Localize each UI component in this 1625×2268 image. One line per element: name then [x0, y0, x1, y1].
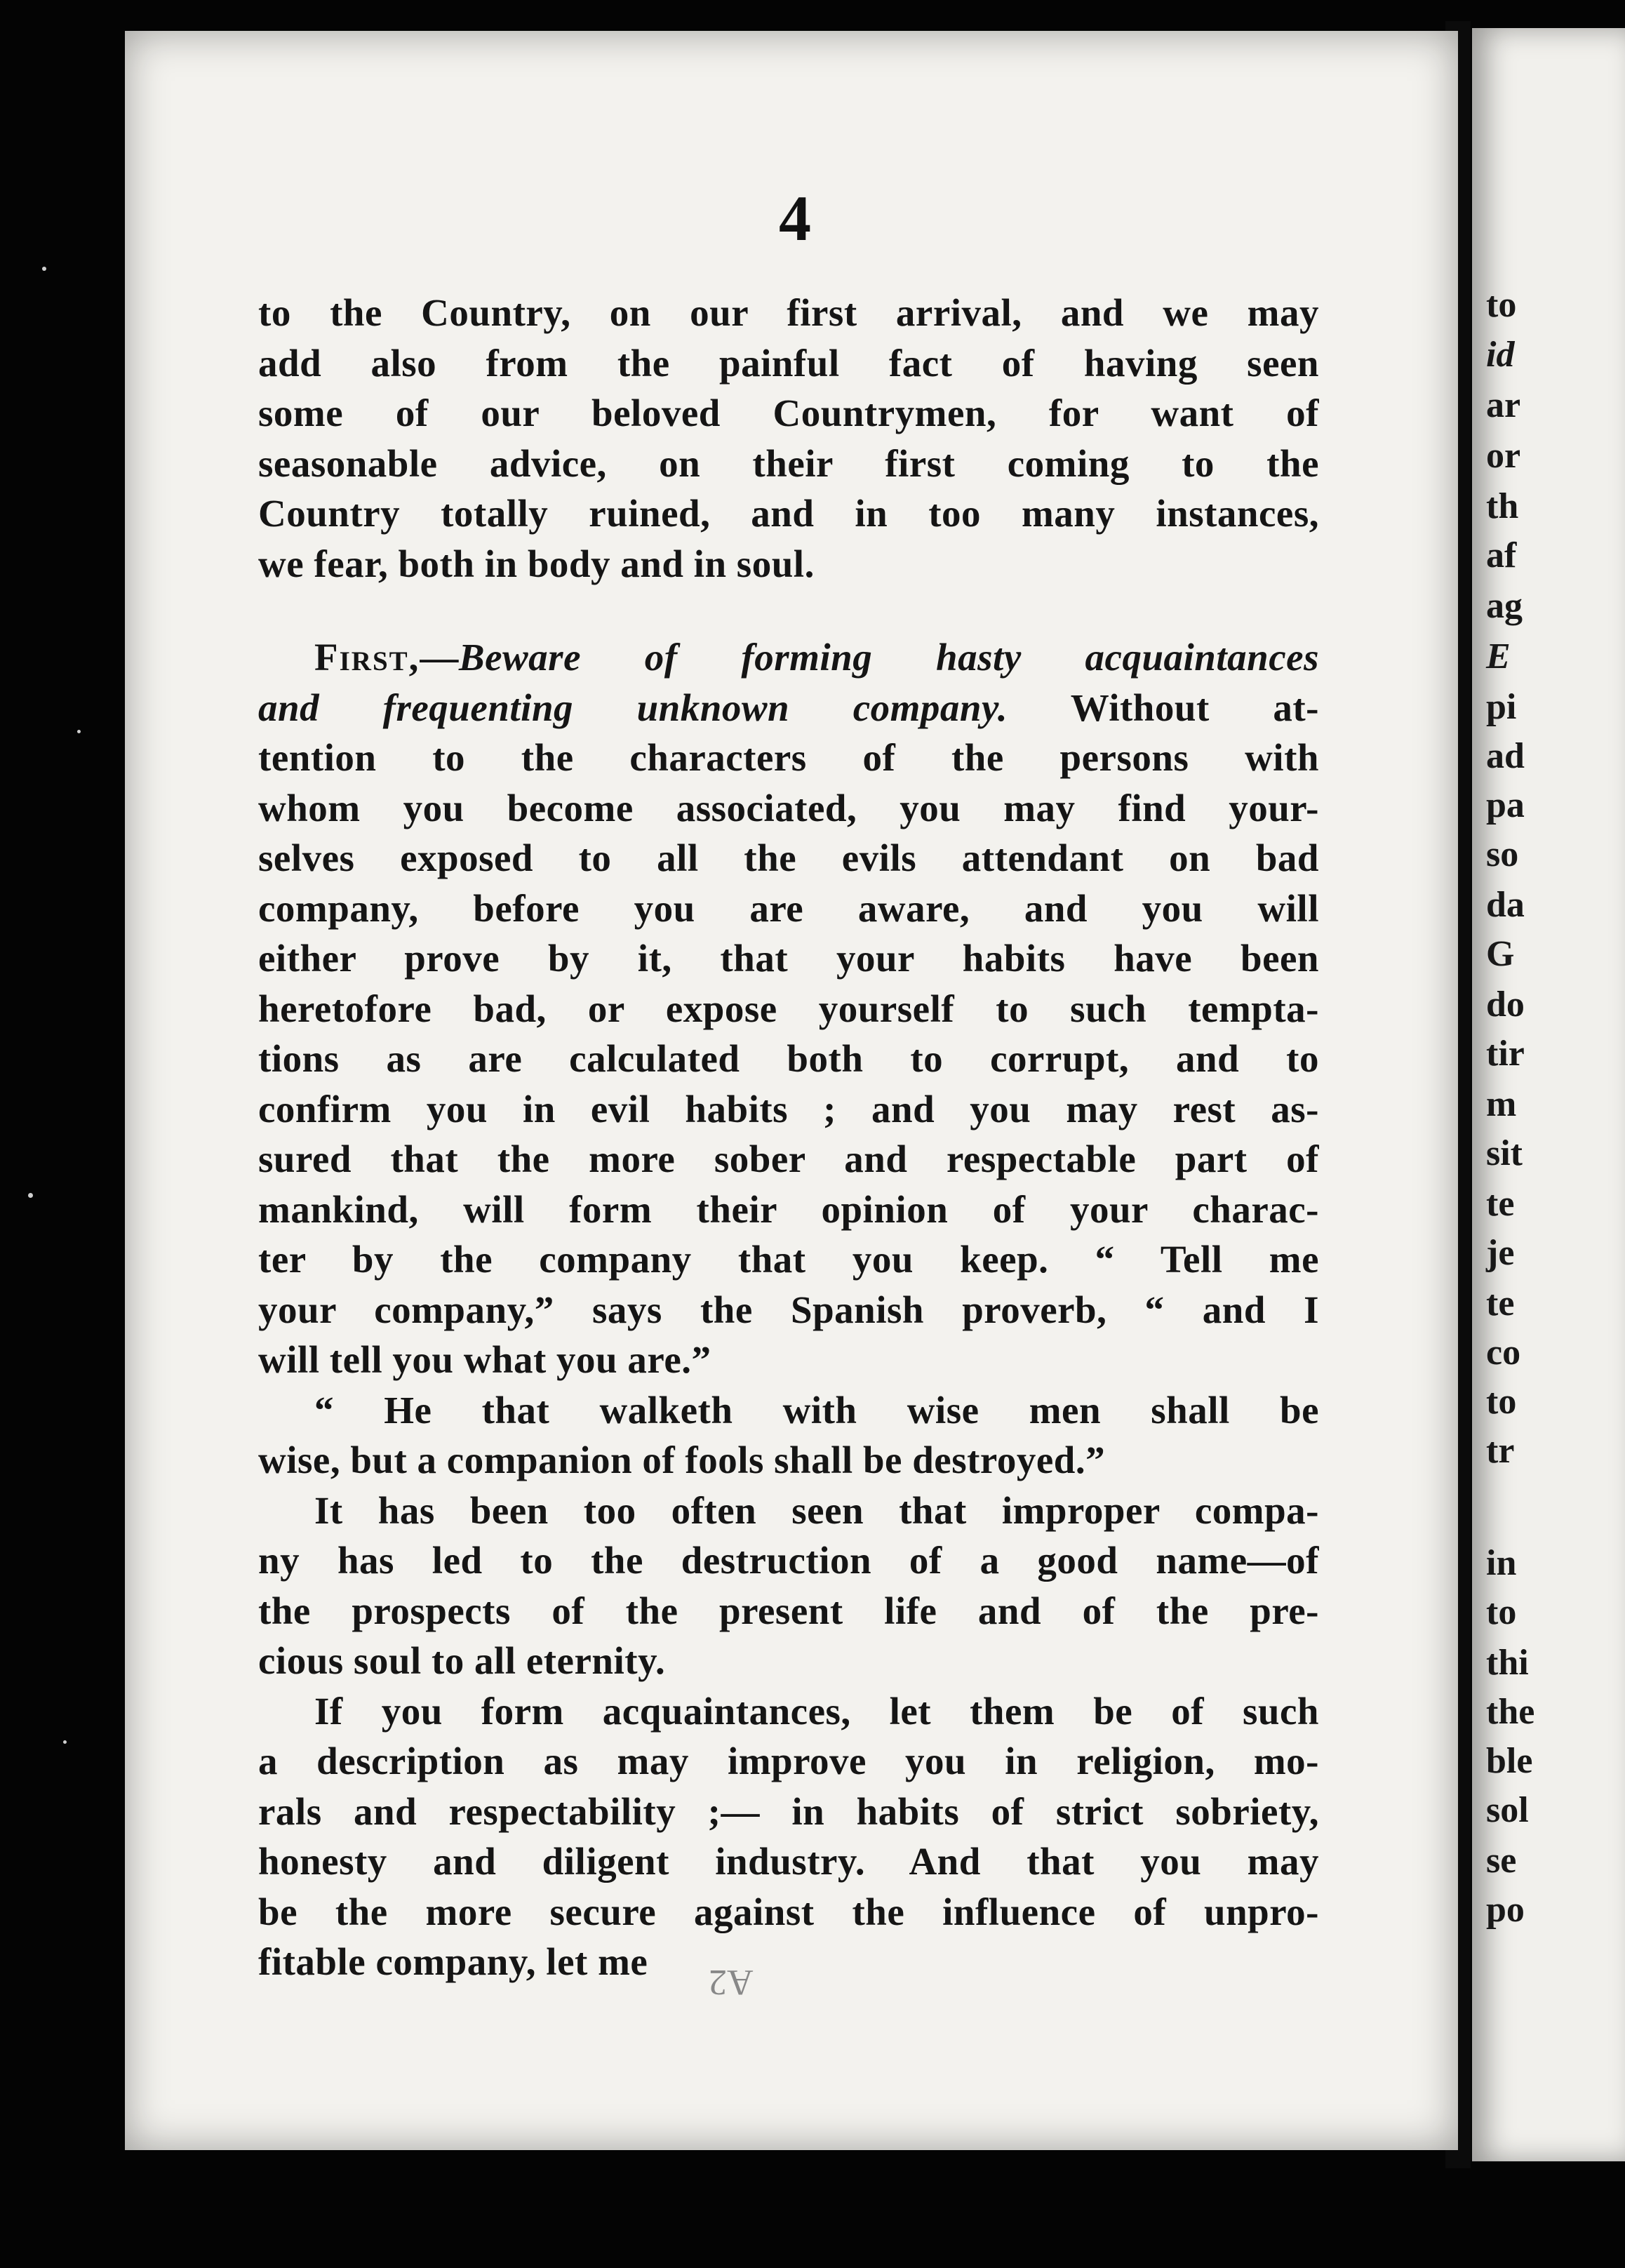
- text-line: [258, 632, 1319, 683]
- em-dash: —: [420, 636, 459, 679]
- text-line: cious soul to all eternity.: [258, 1639, 666, 1682]
- facing-page-fragment: sit: [1486, 1133, 1523, 1173]
- text-line: heretofore bad, or expose yourself to such tempta-: [258, 987, 1319, 1030]
- paragraph-2: [258, 632, 1319, 1385]
- text-run: Without at-: [1070, 686, 1319, 729]
- text-line: honesty and diligent industry. And that you may: [258, 1840, 1319, 1883]
- text-line: ny has led to the destruction of a good name—of: [258, 1539, 1319, 1582]
- facing-page-fragment: ar: [1486, 385, 1521, 425]
- text-line: tions as are calculated both to corrupt, and to: [258, 1037, 1319, 1080]
- facing-page-fragment: pa: [1486, 785, 1525, 825]
- facing-page-fragment: E: [1486, 636, 1511, 676]
- paragraph-4: [258, 1486, 1319, 1686]
- text-line: mankind, will form their opinion of your charac-: [258, 1187, 1319, 1231]
- text-line: Country totally ruined, and in too many instances,: [258, 492, 1319, 535]
- text-line: [258, 683, 1319, 733]
- text-line: seasonable advice, on their first coming to the: [258, 441, 1319, 485]
- text-line: to the Country, on our first arrival, and we may: [258, 291, 1319, 334]
- page-number: 4: [779, 182, 811, 254]
- facing-page-fragment: te: [1486, 1283, 1515, 1323]
- facing-page-fragment: ad: [1486, 736, 1525, 776]
- facing-page-fragment: G: [1486, 934, 1515, 974]
- scan-speck: [77, 730, 81, 733]
- facing-page-fragment: se: [1486, 1841, 1517, 1881]
- text-line: will tell you what you are.”: [258, 1338, 711, 1381]
- facing-page-fragment: po: [1486, 1890, 1525, 1930]
- facing-page-fragment: or: [1486, 436, 1521, 476]
- text-line: your company,” says the Spanish proverb, “ and I: [258, 1288, 1319, 1331]
- italic-phrase: Beware of forming hasty acquaintances: [458, 636, 1319, 679]
- facing-page-fragment: co: [1486, 1333, 1521, 1373]
- facing-page-fragment: af: [1486, 535, 1517, 575]
- text-line: whom you become associated, you may find your-: [258, 786, 1319, 829]
- text-line: the prospects of the present life and of the pre-: [258, 1589, 1319, 1632]
- facing-page-fragment: in: [1486, 1543, 1517, 1583]
- paragraph-5: [258, 1686, 1319, 1987]
- facing-page-fragment: te: [1486, 1184, 1515, 1224]
- paragraph-1: [258, 288, 1319, 589]
- facing-page-fragment: th: [1486, 486, 1519, 526]
- scan-speck: [42, 267, 46, 271]
- text-line: add also from the painful fact of having seen: [258, 341, 1319, 385]
- scan-speck: [28, 1193, 33, 1198]
- text-line: ter by the company that you keep. “ Tell me: [258, 1238, 1319, 1281]
- facing-page-fragment: thi: [1486, 1643, 1529, 1683]
- facing-page-fragment: sol: [1486, 1790, 1529, 1830]
- facing-page-fragment: to: [1486, 1592, 1517, 1632]
- facing-page-fragment: pi: [1486, 687, 1517, 727]
- text-line: sured that the more sober and respectable part of: [258, 1138, 1319, 1180]
- body-text: [258, 288, 1319, 1987]
- text-line: some of our beloved Countrymen, for want of: [258, 392, 1319, 434]
- text-line: we fear, both in body and in soul.: [258, 542, 815, 585]
- text-line: If you form acquaintances, let them be of such: [314, 1689, 1319, 1733]
- italic-phrase: and frequenting unknown company.: [258, 686, 1008, 729]
- paragraph-3: [258, 1385, 1319, 1486]
- text-line: It has been too often seen that improper compa-: [314, 1488, 1319, 1532]
- facing-page-fragment: ag: [1486, 586, 1523, 626]
- facing-page-fragment: do: [1486, 985, 1525, 1025]
- facing-page-fragment: je: [1486, 1233, 1515, 1273]
- text-line: a description as may improve you in religion, mo-: [258, 1740, 1319, 1782]
- text-line: rals and respectability ;— in habits of strict sobriety,: [258, 1789, 1319, 1833]
- facing-page-fragment: so: [1486, 834, 1519, 874]
- text-line: “ He that walketh with wise men shall be: [314, 1388, 1319, 1432]
- signature-mark: A2: [709, 1962, 754, 2002]
- text-line: selves exposed to all the evils attendant on bad: [258, 836, 1319, 879]
- text-line: company, before you are aware, and you will: [258, 886, 1319, 930]
- lead-word: First,: [314, 636, 420, 679]
- facing-page-fragment: ble: [1486, 1741, 1533, 1781]
- text-line: confirm you in evil habits ; and you may rest as-: [258, 1087, 1319, 1130]
- facing-page-fragment: tr: [1486, 1431, 1515, 1471]
- facing-page-fragment: tir: [1486, 1034, 1525, 1074]
- scan-speck: [63, 1740, 67, 1744]
- text-line: fitable company, let me: [258, 1940, 648, 1983]
- facing-page-fragment: m: [1486, 1084, 1517, 1124]
- text-line: be the more secure against the influence of unpro-: [258, 1890, 1319, 1933]
- facing-page-fragment: to: [1486, 285, 1517, 325]
- text-line: either prove by it, that your habits have been: [258, 937, 1319, 980]
- text-line: tention to the characters of the persons with: [258, 736, 1319, 779]
- facing-page-fragment: id: [1486, 335, 1515, 375]
- facing-page-fragment: da: [1486, 885, 1525, 925]
- facing-page-fragment: to: [1486, 1382, 1517, 1422]
- text-line: wise, but a companion of fools shall be destroyed.”: [258, 1439, 1106, 1481]
- facing-page-fragment: the: [1486, 1692, 1535, 1732]
